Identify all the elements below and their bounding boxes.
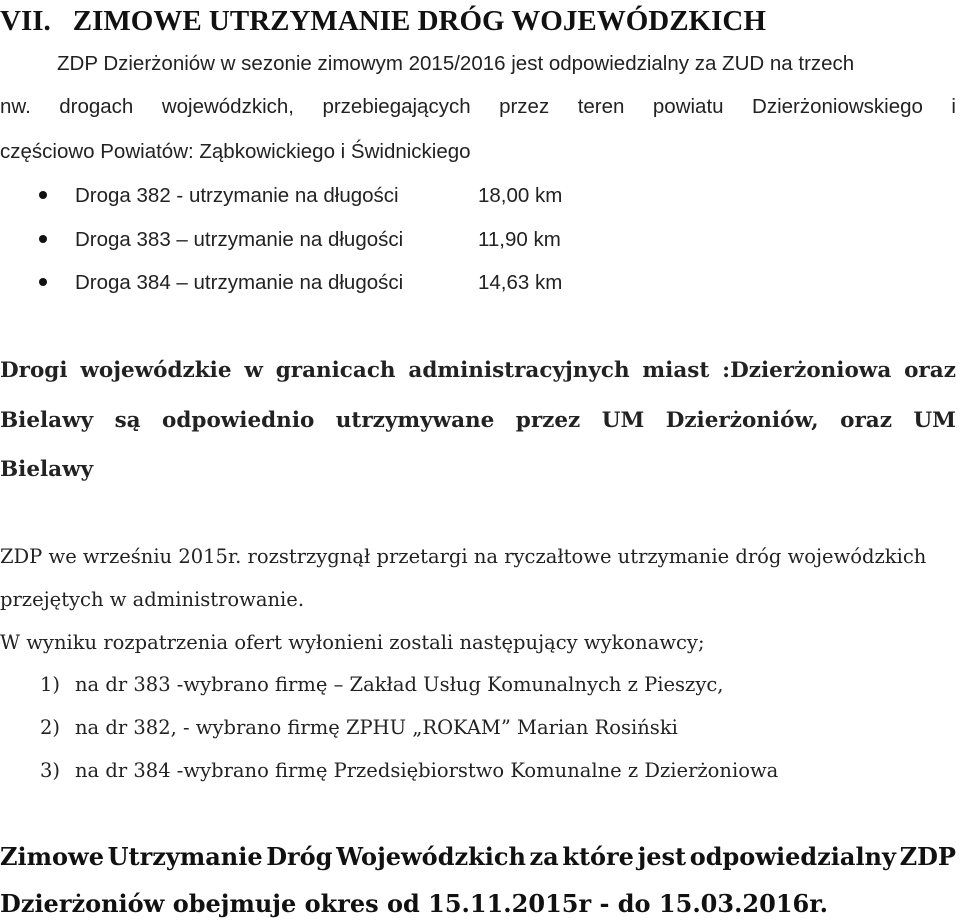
cities-word: administracyjnych [408, 358, 630, 383]
summary-word: jest [637, 842, 687, 871]
tender-line-3: W wyniku rozpatrzenia ofert wyłonieni zostali następujący wykonawcy; [0, 631, 705, 654]
list-number: 1) [40, 673, 61, 696]
intro-word: nw. [0, 95, 31, 118]
summary-line-1 [0, 842, 956, 871]
cities-note-line-1 [0, 360, 956, 382]
tender-line-1: ZDP we wrześniu 2015r. rozstrzygnął przetargi na ryczałtowe utrzymanie dróg wojewódzkich [0, 545, 927, 568]
road-name: Droga 383 – utrzymanie na długości [75, 228, 404, 251]
intro-word: wojewódzkich, [161, 95, 294, 118]
intro-word: powiatu [652, 95, 724, 118]
cities-word: odpowiednio [162, 408, 315, 433]
list-number: 2) [40, 716, 61, 739]
cities-word: są [114, 408, 141, 433]
cities-word: Drogi [0, 358, 68, 383]
intro-word: przez [499, 95, 550, 118]
bullet-icon [39, 235, 47, 243]
cities-note-line-2 [0, 410, 956, 432]
list-number: 3) [40, 759, 61, 782]
road-length: 11,90 km [478, 228, 561, 251]
summary-word: ZDP [899, 842, 956, 871]
cities-word: miast [642, 358, 710, 383]
cities-word: UM [913, 408, 956, 433]
road-length: 18,00 km [478, 184, 563, 207]
intro-word: przebiegających [322, 95, 471, 118]
summary-word: odpowiedzialny [689, 842, 896, 871]
summary-word: Dróg [266, 842, 333, 871]
contractor-text: na dr 382, - wybrano firmę ZPHU „ROKAM” Marian Rosiński [75, 716, 678, 739]
cities-word: w [244, 358, 263, 383]
road-name: Droga 384 – utrzymanie na długości [75, 271, 404, 294]
tender-line-2: przejętych w administrowanie. [0, 588, 305, 611]
cities-note-line-3: Bielawy [0, 457, 94, 482]
intro-word: teren [577, 95, 625, 118]
intro-word: i [951, 95, 956, 118]
summary-line-2: Dzierżoniów obejmuje okres od 15.11.2015r - do 15.03.2016r. [0, 889, 829, 918]
cities-word: oraz [840, 408, 892, 433]
cities-word: :Dzierżoniowa [722, 358, 892, 383]
bullet-icon [39, 278, 47, 286]
section-title: ZIMOWE UTRZYMANIE DRÓG WOJEWÓDZKICH [72, 5, 766, 37]
cities-word: oraz [904, 358, 956, 383]
cities-word: wojewódzkie [80, 358, 232, 383]
intro-line-1: ZDP Dzierżoniów w sezonie zimowym 2015/2016 jest odpowiedzialny za ZUD na trzech [57, 52, 855, 75]
bullet-icon [39, 191, 47, 199]
cities-word: przez [515, 408, 581, 433]
summary-word: Utrzymanie [107, 842, 263, 871]
summary-word: Zimowe [0, 842, 104, 871]
road-length: 14,63 km [478, 271, 563, 294]
cities-word: UM [601, 408, 645, 433]
intro-line-2 [0, 97, 956, 118]
contractor-text: na dr 383 -wybrano firmę – Zakład Usług Komunalnych z Pieszyc, [75, 673, 724, 696]
cities-word: Bielawy [0, 408, 94, 433]
summary-word: Wojewódzkich [336, 842, 526, 871]
contractor-text: na dr 384 -wybrano firmę Przedsiębiorstwo Komunalne z Dzierżoniowa [75, 759, 779, 782]
intro-word: drogach [59, 95, 134, 118]
intro-word: Dzierżoniowskiego [752, 95, 923, 118]
summary-word: które [562, 842, 634, 871]
cities-word: utrzymywane [335, 408, 495, 433]
section-number: VII. [0, 5, 51, 37]
intro-line-3: częściowo Powiatów: Ząbkowickiego i Świdnickiego [0, 140, 471, 163]
summary-word: za [529, 842, 559, 871]
cities-word: Dzierżoniów, [665, 408, 819, 433]
road-name: Droga 382 - utrzymanie na długości [75, 184, 399, 207]
cities-word: granicach [275, 358, 396, 383]
section-heading [0, 7, 766, 36]
